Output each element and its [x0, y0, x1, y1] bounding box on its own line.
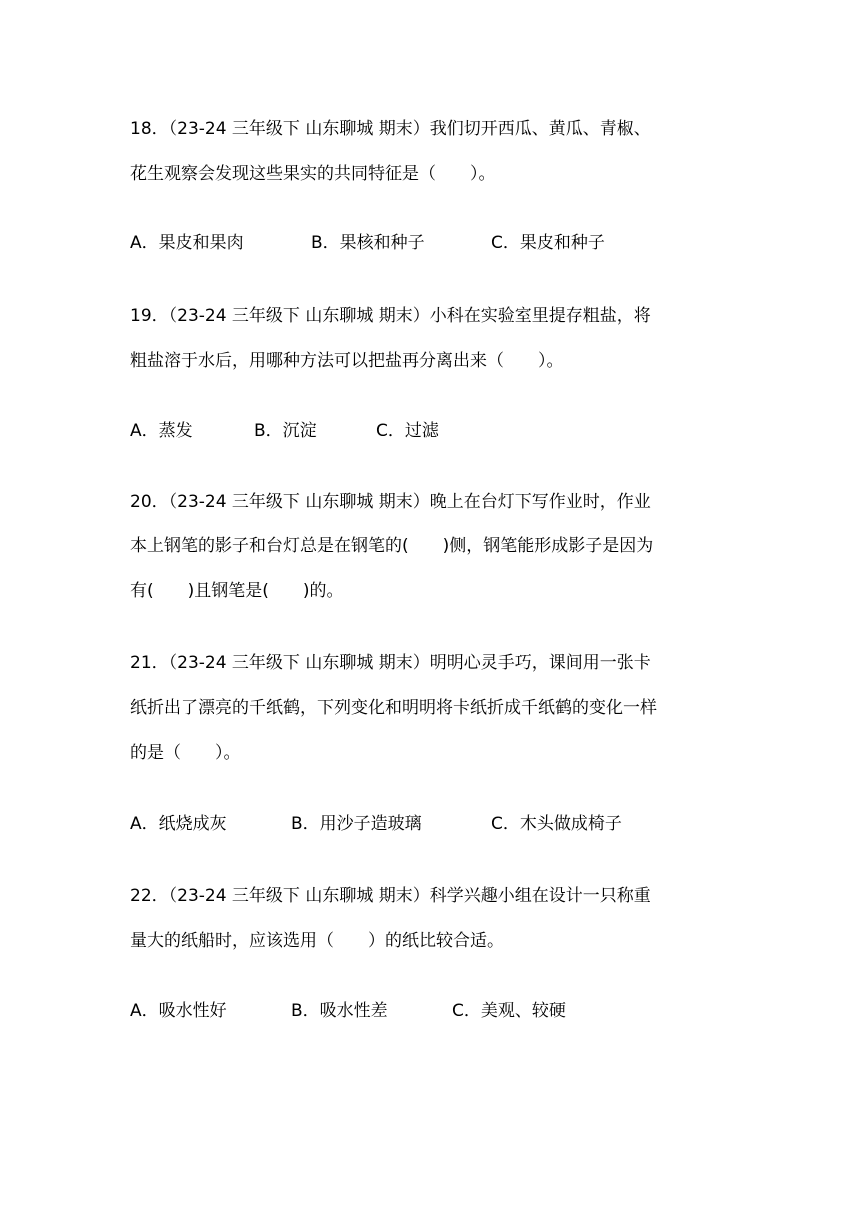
question-19-line-2: 粗盐溶于水后，用哪种方法可以把盐再分离出来（ ）。: [130, 351, 564, 371]
question-21-line-2: 纸折出了漂亮的千纸鹤，下列变化和明明将卡纸折成千纸鹤的变化一样: [130, 698, 657, 718]
question-20-line-2: 本上钢笔的影子和台灯总是在钢笔的( )侧，钢笔能形成影子是因为: [130, 536, 654, 556]
question-21-line-1: 21．（23-24 三年级下 山东聊城 期末）明明心灵手巧，课间用一张卡: [130, 653, 651, 673]
question-22-option-c: C．美观、较硬: [452, 1001, 566, 1021]
question-22-line-1: 22．（23-24 三年级下 山东聊城 期末）科学兴趣小组在设计一只称重: [130, 886, 651, 906]
question-22-option-a: A．吸水性好: [130, 1001, 227, 1021]
question-21-option-b: B．用沙子造玻璃: [291, 814, 422, 834]
question-21-option-c: C．木头做成椅子: [491, 814, 622, 834]
question-20-line-1: 20．（23-24 三年级下 山东聊城 期末）晚上在台灯下写作业时，作业: [130, 492, 651, 512]
question-18-option-a: A．果皮和果肉: [130, 233, 244, 253]
question-19-option-a: A．蒸发: [130, 421, 193, 441]
question-19-option-c: C．过滤: [376, 421, 439, 441]
question-22-line-2: 量大的纸船时，应该选用（ ）的纸比较合适。: [130, 931, 504, 951]
question-18-line-2: 花生观察会发现这些果实的共同特征是（ ）。: [130, 164, 496, 184]
question-19-option-b: B．沉淀: [254, 421, 317, 441]
question-22-option-b: B．吸水性差: [291, 1001, 388, 1021]
question-18-option-c: C．果皮和种子: [491, 233, 605, 253]
question-19-line-1: 19．（23-24 三年级下 山东聊城 期末）小科在实验室里提存粗盐，将: [130, 306, 651, 326]
question-18-line-1: 18．（23-24 三年级下 山东聊城 期末）我们切开西瓜、黄瓜、青椒、: [130, 119, 651, 139]
question-18-option-b: B．果核和种子: [311, 233, 425, 253]
question-21-option-a: A．纸烧成灰: [130, 814, 227, 834]
question-21-line-3: 的是（ ）。: [130, 743, 241, 763]
question-20-line-3: 有( )且钢笔是( )的。: [130, 581, 344, 601]
